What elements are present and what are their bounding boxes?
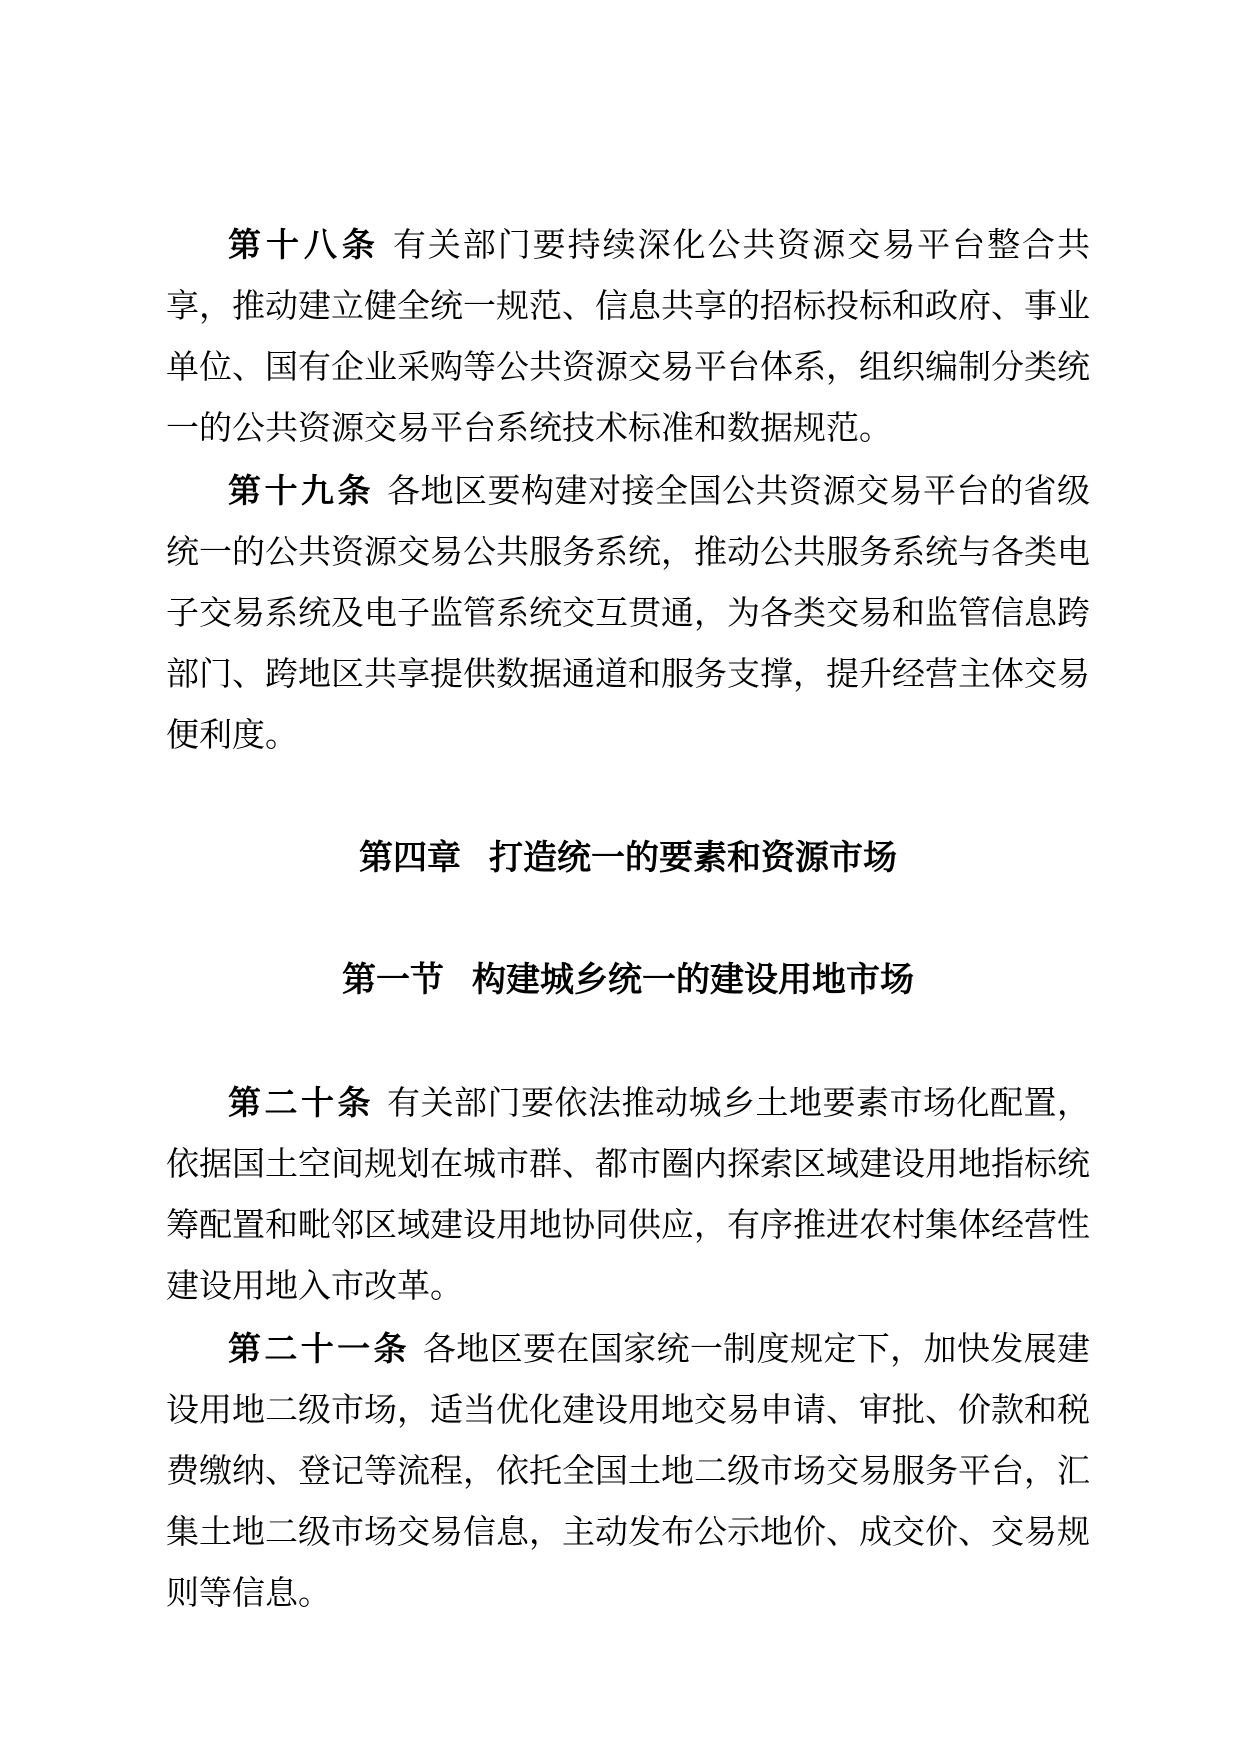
document-body — [166, 214, 1090, 1625]
article-text-19: 各地区要构建对接全国公共资源交易平台的省级统一的公共资源交易公共服务系统，推动公共服务系统与各类电子交易系统及电子监管系统交互贯通，为各类交易和监管信息跨部门、跨地区共享提供数据通道和服务支撑，提升经营主体交易便利度。 — [166, 474, 1090, 754]
article-number-20: 第二十条 — [228, 1084, 374, 1121]
article-number-19: 第十九条 — [228, 472, 374, 509]
chapter-title: 打造统一的要素和资源市场 — [489, 840, 897, 877]
article-paragraph-21 — [166, 1318, 1090, 1625]
chapter-heading — [166, 828, 1090, 889]
article-paragraph-19 — [166, 460, 1090, 767]
section-title: 构建城乡统一的建设用地市场 — [472, 961, 914, 999]
article-paragraph-18 — [166, 214, 1090, 460]
section-heading — [166, 950, 1090, 1011]
section-number: 第一节 — [342, 961, 444, 999]
article-text-20: 有关部门要依法推动城乡土地要素市场化配置，依据国土空间规划在城市群、都市圈内探索区域建设用地指标统筹配置和毗邻区域建设用地协同供应，有序推进农村集体经营性建设用地入市改革。 — [166, 1086, 1090, 1305]
article-text-18: 有关部门要持续深化公共资源交易平台整合共享，推动建立健全统一规范、信息共享的招标投标和政府、事业单位、国有企业采购等公共资源交易平台体系，组织编制分类统一的公共资源交易平台系统技术标准和数据规范。 — [166, 228, 1091, 447]
article-number-18: 第十八条 — [228, 226, 380, 263]
article-text-21: 各地区要在国家统一制度规定下，加快发展建设用地二级市场，适当优化建设用地交易申请、审批、价款和税费缴纳、登记等流程，依托全国土地二级市场交易服务平台，汇集土地二级市场交易信息，主动发布公示地价、成交价、交易规则等信息。 — [166, 1332, 1090, 1612]
article-number-21: 第二十一条 — [228, 1330, 410, 1367]
chapter-number: 第四章 — [359, 840, 461, 877]
article-paragraph-20 — [166, 1072, 1090, 1318]
